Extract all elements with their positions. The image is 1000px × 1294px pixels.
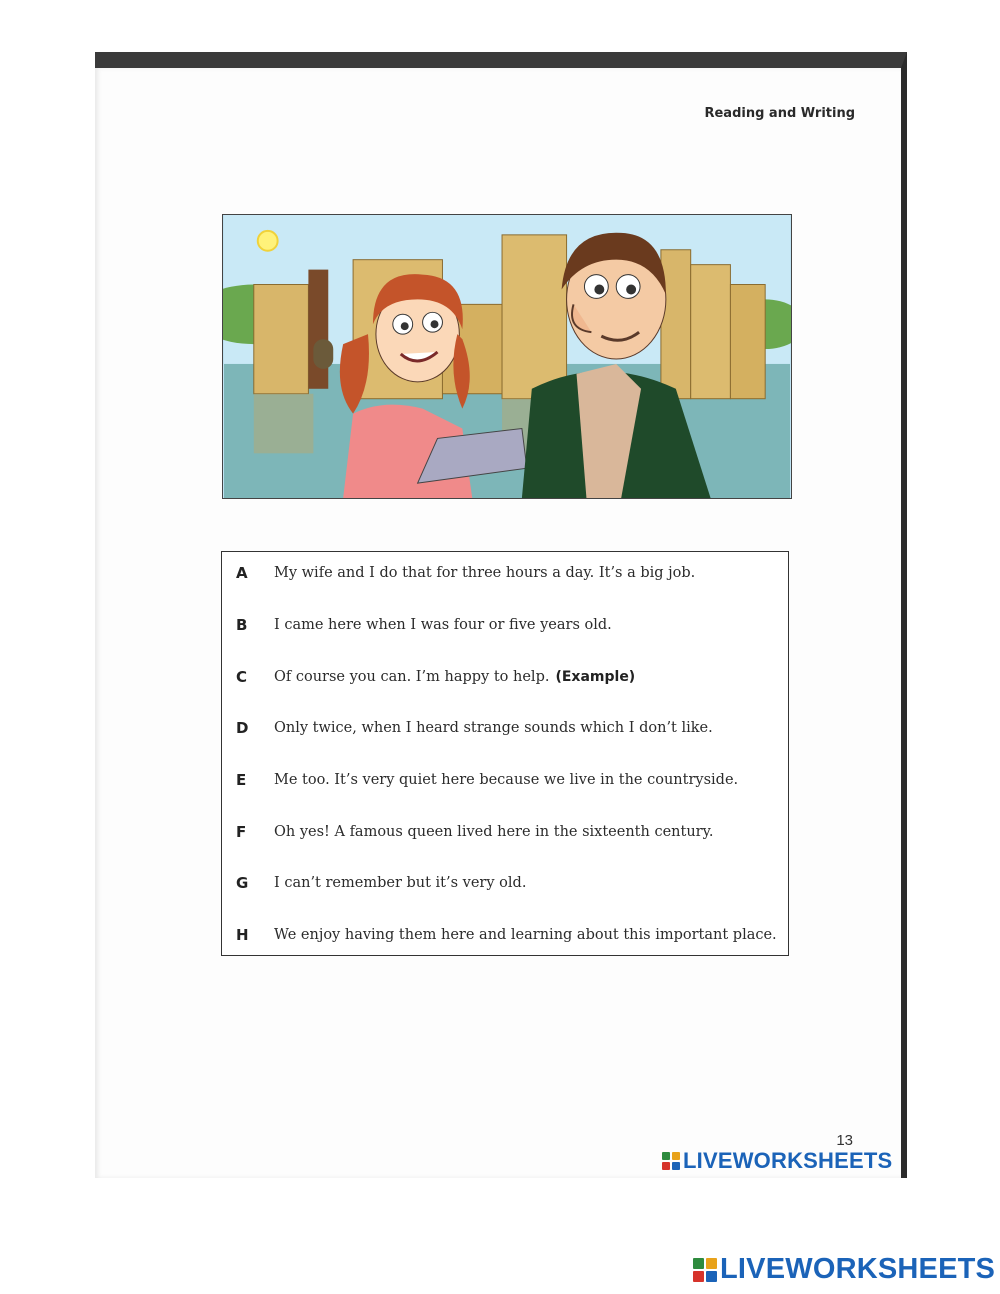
option-row-g[interactable] <box>222 870 788 896</box>
option-text: Of course you can. I’m happy to help. <box>274 669 550 685</box>
castle-scene-image <box>223 215 791 498</box>
brand-name: LIVEWORKSHEETS <box>683 1148 893 1173</box>
liveworksheets-logo-icon <box>662 1152 680 1170</box>
liveworksheets-logo-icon <box>693 1258 717 1282</box>
option-letter: C <box>236 668 248 686</box>
option-row-a[interactable] <box>222 560 788 586</box>
option-row-c[interactable] <box>222 664 788 690</box>
option-row-b[interactable] <box>222 612 788 638</box>
liveworksheets-logo-bottom <box>693 1253 995 1286</box>
castle-illustration <box>222 214 792 499</box>
option-text: We enjoy having them here and learning about this important place. <box>274 927 777 943</box>
option-letter: A <box>236 564 248 582</box>
option-letter: H <box>236 926 249 944</box>
brand-name: LIVEWORKSHEETS <box>720 1253 996 1285</box>
option-row-d[interactable] <box>222 715 788 741</box>
option-letter: E <box>236 771 247 789</box>
option-text: Oh yes! A famous queen lived here in the sixteenth century. <box>274 824 714 840</box>
option-text: I can’t remember but it’s very old. <box>274 875 527 891</box>
option-letter: F <box>236 823 247 841</box>
option-text: Me too. It’s very quiet here because we live in the countryside. <box>274 772 739 788</box>
option-text: My wife and I do that for three hours a day. It’s a big job. <box>274 565 696 581</box>
page-number: 13 <box>836 1132 853 1149</box>
liveworksheets-logo-inner <box>662 1148 892 1174</box>
option-text: Only twice, when I heard strange sounds which I don’t like. <box>274 720 713 736</box>
option-letter: D <box>236 719 249 737</box>
option-row-h[interactable] <box>222 922 788 948</box>
option-row-e[interactable] <box>222 767 788 793</box>
option-letter: B <box>236 616 248 634</box>
scanned-page <box>95 52 907 1178</box>
option-text: I came here when I was four or five years old. <box>274 617 612 633</box>
option-letter: G <box>236 874 249 892</box>
section-header: Reading and Writing <box>704 106 855 121</box>
example-marker: (Example) <box>555 669 636 685</box>
option-row-f[interactable] <box>222 819 788 845</box>
answer-options-box <box>221 551 789 956</box>
